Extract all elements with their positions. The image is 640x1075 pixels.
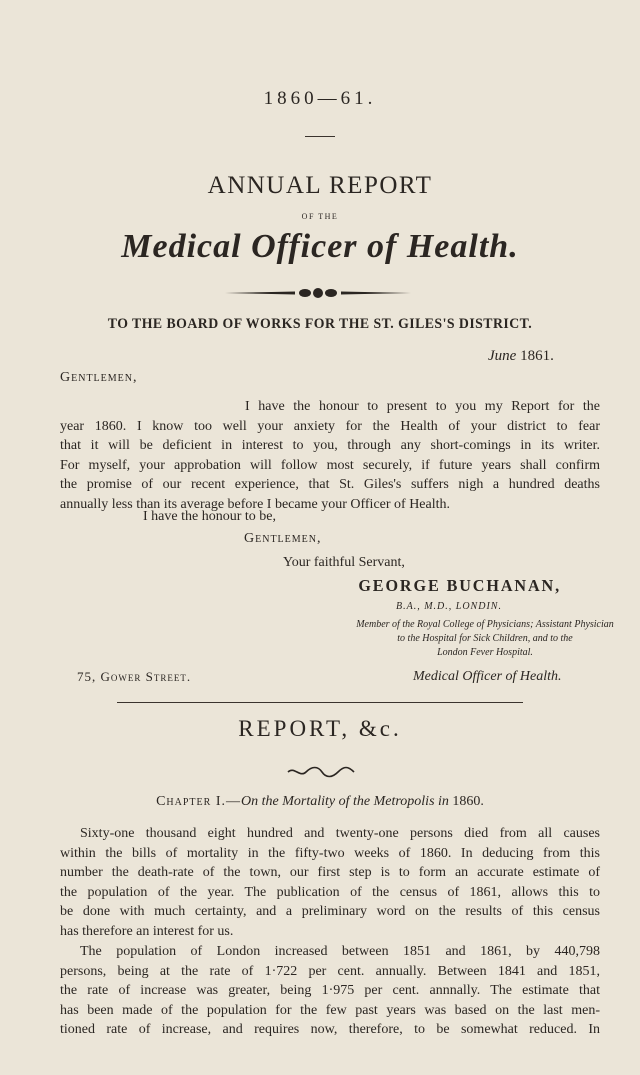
paragraph-line: be done with much certainty, and a preliminary word on the results of this census [60,904,600,919]
closing-line: I have the honour to be, [143,509,276,524]
paragraph-line: persons, being at the rate of 1·722 per cent. annually. Between 1841 and 1851, [60,963,600,979]
letter-line: annually less than its average before I became your Officer of Health. [60,496,451,512]
chapter-year: 1860. [452,794,484,809]
letter-line: I have the honour to present to you my Report for the [245,399,600,414]
salutation: Gentlemen, [60,370,138,385]
letter-line: that it will be deficient in interest to you, through any short-comings in its writer. [60,438,600,453]
signature-name: GEORGE BUCHANAN, [358,576,562,595]
board-address: TO THE BOARD OF WORKS FOR THE ST. GILES'S DISTRICT. [107,316,533,332]
report-paragraph-2 [60,942,600,1040]
paragraph-line: Sixty-one thousand eight hundred and twenty-one persons died from all causes [80,826,600,841]
report-title: ANNUAL REPORT [207,172,433,199]
closing-gentlemen: Gentlemen, [244,531,322,546]
affiliation-line: to the Hospital for Sick Children, and to the [397,633,573,644]
date-year: 1861. [520,348,554,364]
sender-address: 75, Gower Street. [77,669,192,684]
paragraph-line: number the death-rate of the town, our first step is to form an accurate estimate of [60,865,600,880]
signature-degrees: B.A., M.D., LONDIN. [396,601,502,612]
closing-servant: Your faithful Servant, [283,555,405,570]
chapter-title: On the Mortality of the Metropolis in [241,794,449,809]
paragraph-line: within the bills of mortality in the fifty-two weeks of 1860. In deducing from this [60,845,600,861]
signature-affiliations [350,618,620,660]
chapter-heading [0,794,640,810]
flourish-ornament-icon [286,765,356,779]
of-the-label: OF THE [301,212,339,221]
paragraph-line: tioned rate of increase, and requires now, therefore, to be somewhat reduced. In [60,1022,600,1037]
affiliation-line: London Fever Hospital. [437,647,533,658]
chapter-label: Chapter I.— [156,794,241,809]
short-divider [305,136,335,137]
paragraph-line: has therefore an interest for us. [60,923,234,939]
paragraph-line: The population of London increased between 1851 and 1861, by 440,798 [80,944,600,959]
letter-line: year 1860. I know too well your anxiety for the Health of your district to fear [60,418,600,434]
report-subtitle: Medical Officer of Health. [121,228,519,265]
report-year: 1860—61. [263,88,377,109]
letter-line: the promise of our recent experience, that St. Giles's suffers nigh a hundred deaths [60,477,600,492]
date-month: June [488,348,517,364]
section-divider [117,702,523,703]
affiliation-line: Member of the Royal College of Physicians; Assistant Physician [356,619,614,630]
paragraph-line: the rate of increase was greater, being 1·975 per cent. annnally. The estimate that [60,983,600,998]
paragraph-line: the population of the year. The publication of the census of 1861, allows this to [60,884,600,900]
report-heading: REPORT, &c. [238,716,402,741]
paragraph-line: has been made of the population for the few past years was based on the last men- [60,1002,600,1018]
ornamental-rule-icon [225,286,411,300]
sender-office: Medical Officer of Health. [413,669,562,684]
letter-line: For myself, your approbation will follow most securely, if future years shall confirm [60,457,600,473]
letter-body [60,397,600,514]
report-paragraph-1 [60,824,600,941]
letter-date [488,348,554,365]
